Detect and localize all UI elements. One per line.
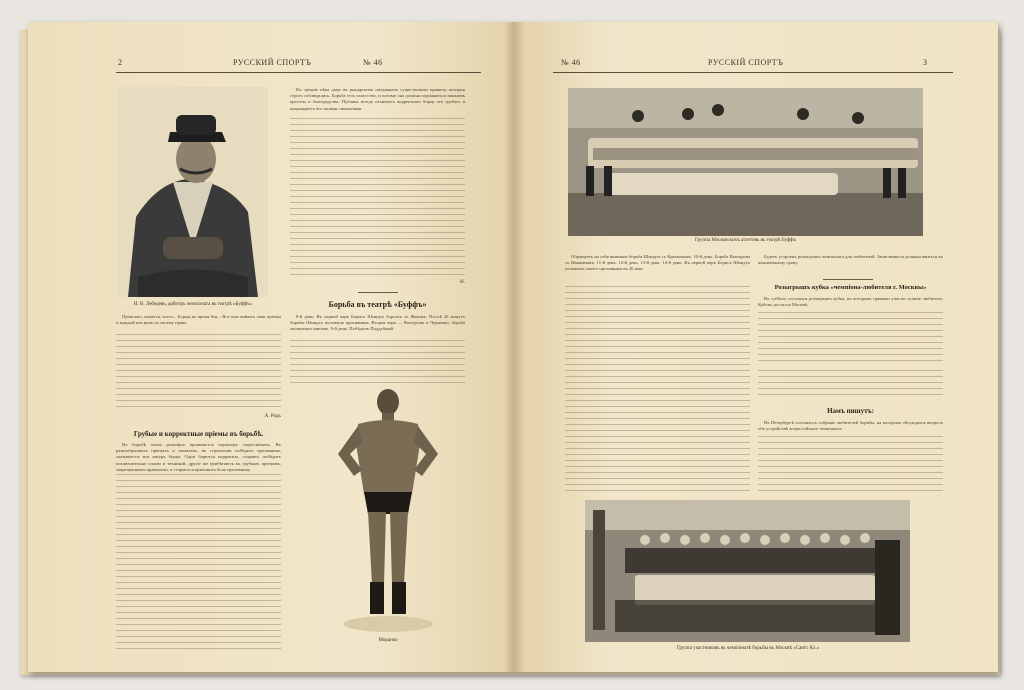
article3b-lines	[758, 370, 943, 400]
right-column1-text: Обращаетъ на себя вниманіе борьба Шмидта съ Крыловымъ. 10-й день. Борьба Вахтурова съ Ивановымъ, 11-й день. 12-й день. 13-й день. 14-й день. Въ первой паръ Борисъ Шмидтъ положилъ своего противника въ 20 мин.	[565, 254, 750, 272]
article4-title: Намъ пишутъ:	[827, 407, 874, 415]
left-masthead-title: РУССКИЙ СПОРТЪ	[233, 58, 312, 67]
wrestler-caption: Моранко	[378, 638, 398, 643]
left-running-head	[28, 58, 513, 70]
top-group-photo	[568, 88, 923, 236]
top-photo-caption: Группа Московскихъ атлетовъ въ театрѣ Буффъ	[694, 238, 797, 243]
right-masthead-title: РУССКІЙ СПОРТЪ	[708, 58, 784, 67]
left-issue-number: № 46	[363, 58, 383, 67]
left-head-rule	[116, 72, 481, 73]
article-separator	[358, 292, 398, 293]
intro-signature: А. Родъ	[264, 414, 281, 419]
left-page-number: 2	[118, 58, 123, 67]
right-column2-text: Будетъ устроенъ розыгрышъ чемпіоната для любителей. Записавшіеся должны явиться къ назначенному сроку.	[758, 254, 943, 266]
article3-text: Въ субботу состоялся розыгрышъ кубка, въ которомъ приняли участіе лучшіе любители. Кубокъ достался Москвѣ.	[758, 296, 943, 308]
center-fold	[504, 22, 524, 672]
newspaper-spread	[28, 22, 998, 672]
article2-title: Борьба въ театрѣ «Буффъ»	[328, 300, 427, 309]
article4-lines	[758, 436, 943, 491]
article3-lines	[758, 312, 943, 362]
left-page	[28, 22, 513, 672]
article4-text: Въ Петербургѣ состоялось собраніе любителей борьбы, на которомъ обсуждался вопросъ объ устройствѣ всероссійскаго чемпіоната.	[758, 420, 943, 432]
article3-title: Розыгрышъ кубка «чемпіона-любителя г. Москвы»	[774, 284, 927, 291]
column2-text: Въ средніе вѣка даже въ рыцарскихъ поединкахъ существовали правила, которыя строго соблюдались. Борьба есть искусство, и потому она должна подчиняться законамъ красоты и благородства. Публика всегда отличаетъ корректнаго борца отъ грубаго и награждаетъ его своими симпатіями.	[290, 87, 465, 111]
article2-text-lines	[290, 340, 465, 385]
wrestler-photo	[328, 384, 448, 634]
right-issue-number: № 46	[561, 58, 581, 67]
portrait-caption: И. В. Лебедевъ, арбитръ чемпіоната въ театрѣ «Буффъ»	[133, 302, 253, 307]
intro-text: Прошлаго, кажется, всего... Борцы во время боя... Все они имѣютъ свои пріемы и каждый изъ нихъ по своему правъ.	[116, 314, 281, 326]
column2-text-lines	[290, 118, 465, 278]
right-running-head	[513, 58, 998, 70]
right-head-rule	[553, 72, 953, 73]
article1-text: Въ борьбѣ очень рельефно проявляется характеръ спортсменовъ. Въ разнообразныхъ пріемахъ и захватахъ, въ стремленіи побѣдить противника, сказывается вся натура борца. Одни борются корректно, стараясь побѣдить исключительно силою и техникой, другіе же прибѣгаютъ къ грубымъ пріемамъ, запрещеннымъ правилами, и стараются причинить боль противнику.	[116, 442, 281, 472]
article1-title: Грубые и корректные пріемы въ борьбѣ.	[133, 430, 264, 438]
right-column1-lines	[565, 286, 750, 491]
intro-text-lines	[116, 334, 281, 409]
right-page-number: 3	[923, 58, 928, 67]
column2-signature: Н.	[460, 280, 465, 285]
portrait-photo	[118, 87, 268, 297]
article2-text: 8-й день. Въ первой паръ Борисъ Шмидтъ боролся съ Жакомъ. Послѣ 20 минутъ борьбы Шмидтъ положилъ противника. Вторая пара — Вахтуровъ и Черненко, борьба окончилась вничью. 9-й день. Побѣдилъ Поддубный.	[290, 314, 465, 332]
right-page	[513, 22, 998, 672]
article1-text-lines	[116, 474, 281, 654]
right-separator	[823, 279, 873, 280]
bottom-group-photo	[585, 500, 910, 642]
bottom-photo-caption: Группа участниковъ въ чемпіонатѣ борьбы въ Москвѣ «Саніт. Кл.»	[676, 646, 820, 651]
